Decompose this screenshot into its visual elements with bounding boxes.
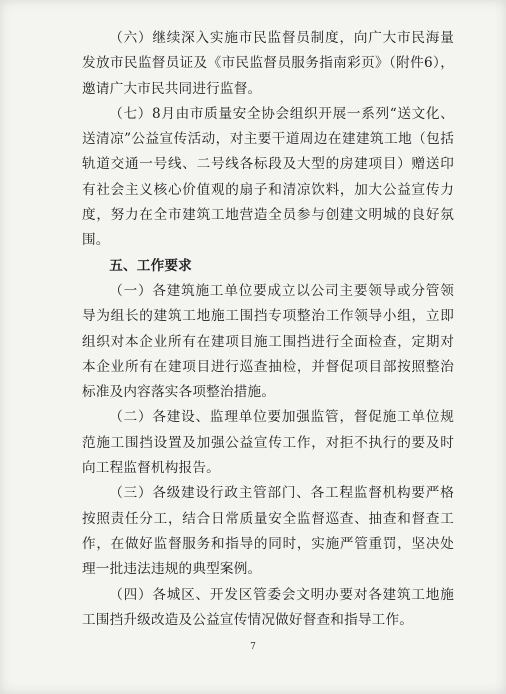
section-heading: 五、工作要求 [109, 257, 192, 274]
paragraph-item-six: （六）继续深入实施市民监督员制度，向广大市民海量发放市民监督员证及《市民监督员服务指南彩页》（附件6），邀请广大市民共同进行监督。 [82, 30, 454, 97]
page-content [82, 26, 454, 633]
requirement-item-four: （四）各城区、开发区管委会文明办要对各建筑工地施工围挡升级改造及公益宣传情况做好督查和指导工作。 [82, 586, 454, 628]
paragraph-item-seven: （七）8月由市质量安全协会组织开展一系列“送文化、送清凉”公益宣传活动，对主要干道周边在建建筑工地（包括轨道交通一号线、二号线各标段及大型的房建项目）赠送印有社会主义核心价值观的扇子和清凉饮料，加大公益宣传力度，努力在全市建筑工地营造全员参与创建文明城的良好氛围。 [82, 105, 454, 249]
page-number: 7 [250, 642, 256, 652]
requirement-item-three: （三）各级建设行政主管部门、各工程监督机构要严格按照责任分工，结合日常质量安全监督巡查、抽查和督查工作，在做好监督服务和指导的同时，实施严管重罚，坚决处理一批违法违规的典型案例。 [82, 485, 454, 578]
requirement-item-one: （一）各建筑施工单位要成立以公司主要领导或分管领导为组长的建筑工地施工围挡专项整治工作领导小组，立即组织对本企业所有在建项目施工围挡进行全面检查，定期对本企业所有在建项目进行巡查抽检，并督促项目部按照整治标准及内容落实各项整治措施。 [82, 282, 454, 401]
requirement-item-two: （二）各建设、监理单位要加强监管，督促施工单位规范施工围挡设置及加强公益宣传工作，对拒不执行的要及时向工程监督机构报告。 [82, 409, 454, 477]
